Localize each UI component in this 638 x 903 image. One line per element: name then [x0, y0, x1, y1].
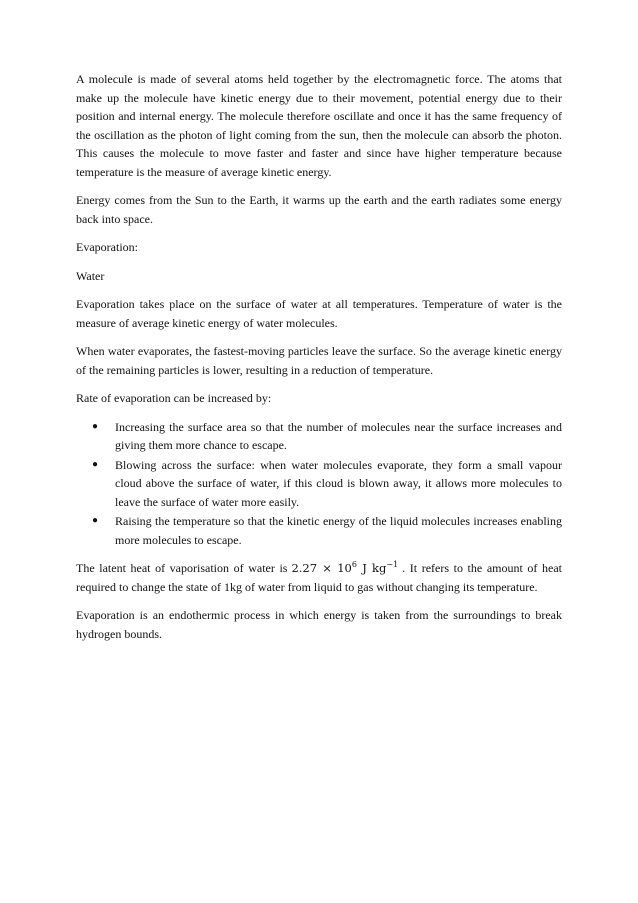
list-item-text: Raising the temperature so that the kinetic energy of the liquid molecules increases enabling more molecules to escape. [115, 514, 562, 547]
bullet-icon: ● [92, 458, 99, 470]
bullet-icon: ● [92, 420, 99, 432]
latent-heat-tail: . It refers to the amount of heat required to change the state of 1kg of water from liquid to gas without changing its temperature. [76, 561, 562, 594]
bullet-icon: ● [92, 515, 99, 526]
paragraph-energy-sun: Energy comes from the Sun to the Earth, it warms up the earth and the earth radiates some energy back into space. [76, 193, 562, 226]
paragraph-rate-intro: Rate of evaporation can be increased by: [76, 391, 272, 405]
bullet-list [76, 418, 562, 550]
latent-heat-unit: J kg [356, 561, 387, 575]
paragraph-molecule: A molecule is made of several atoms held together by the electromagnetic force. The atoms that make up the molecule have kinetic energy due to their movement, potential energy due to their position and internal energy. The molecule therefore oscillate and once it has the same frequency of the oscillation as the photon of light coming from the sun, then the molecule can absorb the photon. This causes the molecule to move faster and faster and since have higher temperature because temperature is the measure of average kinetic energy. [76, 72, 562, 179]
heading-evaporation: Evaporation: [76, 240, 138, 254]
heading-water: Water [76, 268, 105, 283]
paragraph-fastest-particles: When water evaporates, the fastest-moving particles leave the surface. So the average kinetic energy of the remaining particles is lower, resulting in a reduction of temperature. [76, 344, 562, 377]
latent-heat-mantissa: 2.27 × 10 [291, 561, 352, 575]
latent-heat-exponent: 6 [351, 560, 357, 569]
list-item [92, 418, 562, 455]
list-item-text: Increasing the surface area so that the number of molecules near the surface increases and giving them more chance to escape. [115, 419, 562, 452]
latent-heat-lead: The latent heat of vaporisation of water is [76, 561, 288, 575]
document-page [76, 70, 562, 653]
list-item [92, 456, 562, 512]
list-item [92, 512, 562, 549]
paragraph-endothermic: Evaporation is an endothermic process in which energy is taken from the surroundings to break hydrogen bounds. [76, 608, 562, 641]
latent-heat-unit-exponent: −1 [386, 560, 399, 569]
list-item-text: Blowing across the surface: when water molecules evaporate, they form a small vapour cloud above the surface of water, if this cloud is blown away, it allows more molecules to leave the surface of water more easily. [115, 457, 562, 509]
paragraph-latent-heat [76, 559, 562, 596]
latent-heat-value [287, 561, 402, 575]
paragraph-evaporation-surface: Evaporation takes place on the surface of water at all temperatures. Temperature of water is the measure of average kinetic energy of water molecules. [76, 297, 562, 330]
